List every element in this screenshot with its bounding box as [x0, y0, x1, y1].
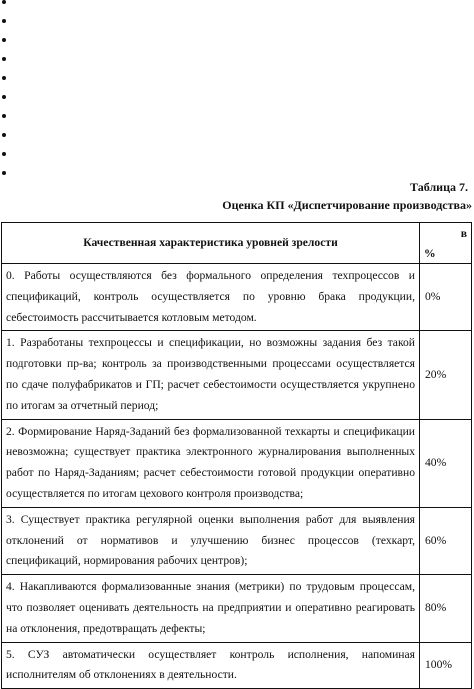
bullet-dot	[2, 114, 6, 118]
table-header-row	[2, 223, 472, 264]
row-description: 0. Работы осуществляются без формального определения техпроцессов и спецификаций, контроль осуществляется по уровню брака продукции, себестоимость рассчитывается котловым методом.	[2, 264, 420, 331]
table-row	[2, 575, 472, 642]
bullet-dot	[2, 0, 6, 4]
row-description: 4. Накапливаются формализованные знания (метрики) по трудовым процессам, что позволяет оценивать деятельность на предприятии и оперативно реагировать на отклонения, предотвращать дефекты;	[2, 575, 420, 642]
bullet-dot	[2, 133, 6, 137]
header-percent-bottom: %	[424, 247, 436, 260]
row-percent: 60%	[420, 507, 472, 574]
row-description: 1. Разработаны техпроцессы и спецификации, но возможны задания без такой подготовки пр-ва; контроль за производственными процессами осуществляется по сдаче полуфабрикатов и ГП; расчет себестоимости осуществляется укрупнено по итогам за отчетный период;	[2, 331, 420, 419]
table-number: Таблица 7.	[410, 180, 468, 194]
row-percent: 80%	[420, 575, 472, 642]
bullet-dot	[2, 76, 6, 80]
row-description: 2. Формирование Наряд-Заданий без формализованной техкарты и спецификации невозможна; существует практика электронного журналирования выполненных работ по Наряд-Заданиям; расчет себестоимости готовой продукции оперативно осуществляется по итогам цехового контроля производства;	[2, 419, 420, 507]
row-description: 3. Существует практика регулярной оценки выполнения работ для выявления отклонений от нормативов и улучшению бизнес процессов (техкарт, спецификаций, нормирования рабочих центров);	[2, 507, 420, 574]
bullet-dot	[2, 19, 6, 23]
header-description: Качественная характеристика уровней зрелости	[2, 223, 420, 264]
table-row	[2, 419, 472, 507]
bullet-list	[2, 0, 6, 190]
table-row	[2, 331, 472, 419]
header-percent-top: в	[460, 227, 467, 240]
table-title: Оценка КП «Диспетчирование производства»	[222, 198, 472, 212]
row-percent: 100%	[420, 642, 472, 689]
row-description: 5. СУЗ автоматически осуществляет контроль исполнения, напоминая исполнителям об отклонениях в деятельности.	[2, 642, 420, 689]
table-row	[2, 642, 472, 689]
table-row	[2, 507, 472, 574]
row-percent: 40%	[420, 419, 472, 507]
table-row	[2, 264, 472, 331]
bullet-dot	[2, 152, 6, 156]
bullet-dot	[2, 171, 6, 175]
header-percent	[420, 223, 472, 264]
maturity-table	[1, 222, 472, 689]
row-percent: 0%	[420, 264, 472, 331]
bullet-dot	[2, 57, 6, 61]
row-percent: 20%	[420, 331, 472, 419]
bullet-dot	[2, 95, 6, 99]
bullet-dot	[2, 38, 6, 42]
